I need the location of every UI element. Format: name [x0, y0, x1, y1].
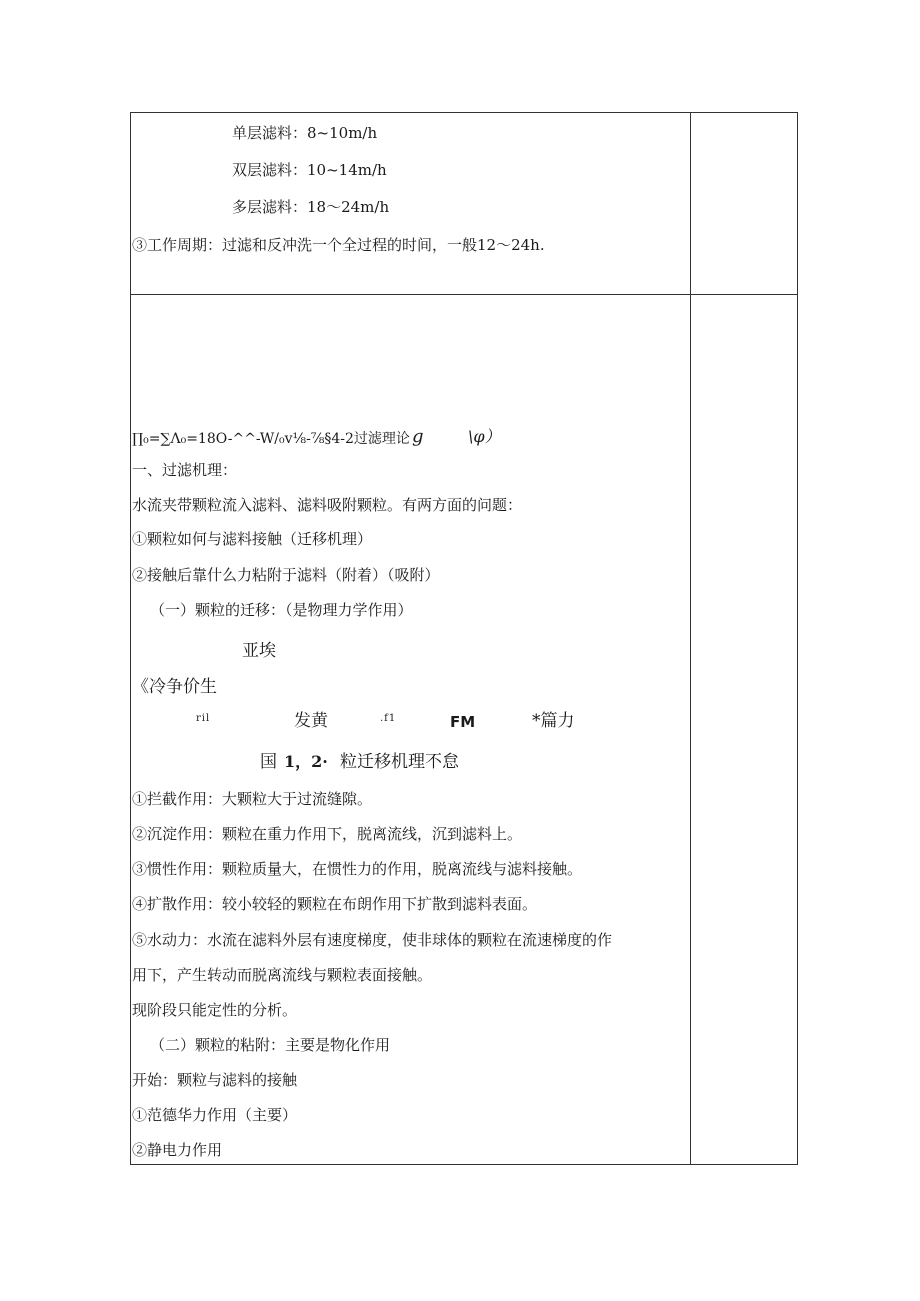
section-heading-phi: \φ） — [468, 427, 501, 446]
mechanism-diffusion: ④扩散作用：较小较轻的颗粒在布朗作用下扩散到滤料表面。 — [132, 895, 538, 913]
mechanism-hydrodynamic: ⑤水动力：水流在滤料外层有速度梯度，使非球体的颗粒在流速梯度的作 — [132, 931, 613, 949]
filter-rate-multi: 多层滤料：18～24m/h — [232, 198, 390, 216]
adhesion-vdw: ①范德华力作用（主要） — [132, 1106, 298, 1124]
work-cycle-text: ③工作周期：过滤和反冲洗一个全过程的时间，一般12～24h. — [132, 236, 545, 254]
migration-title: （一）颗粒的迁移：（是物理力学作用） — [150, 601, 413, 619]
figure-label-top: 亚埃 — [242, 641, 276, 661]
adhesion-electrostatic: ②静电力作用 — [132, 1141, 223, 1159]
figure-caption-a: 国 — [260, 752, 277, 772]
figure-label-fy: 发黄 — [294, 711, 328, 731]
figure-label-fm: FM — [450, 713, 476, 731]
figure-caption-b: 1，2· — [284, 752, 328, 771]
table-column-divider — [690, 112, 691, 1165]
qualitative-note: 现阶段只能定性的分析。 — [132, 1001, 298, 1019]
mechanism-title: 一、过滤机理： — [132, 461, 238, 479]
mechanism-hydrodynamic-cont: 用下，产生转动而脱离流线与颗粒表面接触。 — [132, 966, 433, 984]
section-heading-g: g — [412, 426, 424, 447]
filter-rate-single: 单层滤料：8~10m/h — [232, 124, 378, 142]
figure-label-f1: .f1 — [380, 713, 397, 724]
question-adhesion: ②接触后靠什么力粘附于滤料（附着）（吸附） — [132, 566, 440, 584]
mechanism-intro: 水流夹带颗粒流入滤料、滤料吸附颗粒。有两方面的问题： — [132, 496, 523, 514]
figure-caption-c: 粒迁移机理不怠 — [340, 752, 459, 772]
question-contact: ①颗粒如何与滤料接触（迁移机理） — [132, 530, 373, 548]
figure-label-ril: ril — [196, 713, 211, 724]
figure-label-pian: *篇力 — [532, 711, 575, 731]
figure-label-left: 《冷争价生 — [132, 677, 217, 697]
adhesion-start: 开始：颗粒与滤料的接触 — [132, 1071, 298, 1089]
mechanism-inertia: ③惯性作用：颗粒质量大，在惯性力的作用，脱离流线与滤料接触。 — [132, 860, 583, 878]
adhesion-title: （二）颗粒的粘附：主要是物化作用 — [150, 1036, 391, 1054]
mechanism-sedimentation: ②沉淀作用：颗粒在重力作用下，脱离流线，沉到滤料上。 — [132, 825, 523, 843]
section-heading-formula: ∏₀=∑Λ₀=18O-^^-W/₀v⅛-⅞§4-2过滤理论 — [132, 431, 410, 447]
filter-rate-double: 双层滤料：10~14m/h — [232, 161, 387, 179]
table-row-divider — [130, 294, 798, 295]
mechanism-interception: ①拦截作用：大颗粒大于过流缝隙。 — [132, 790, 373, 808]
